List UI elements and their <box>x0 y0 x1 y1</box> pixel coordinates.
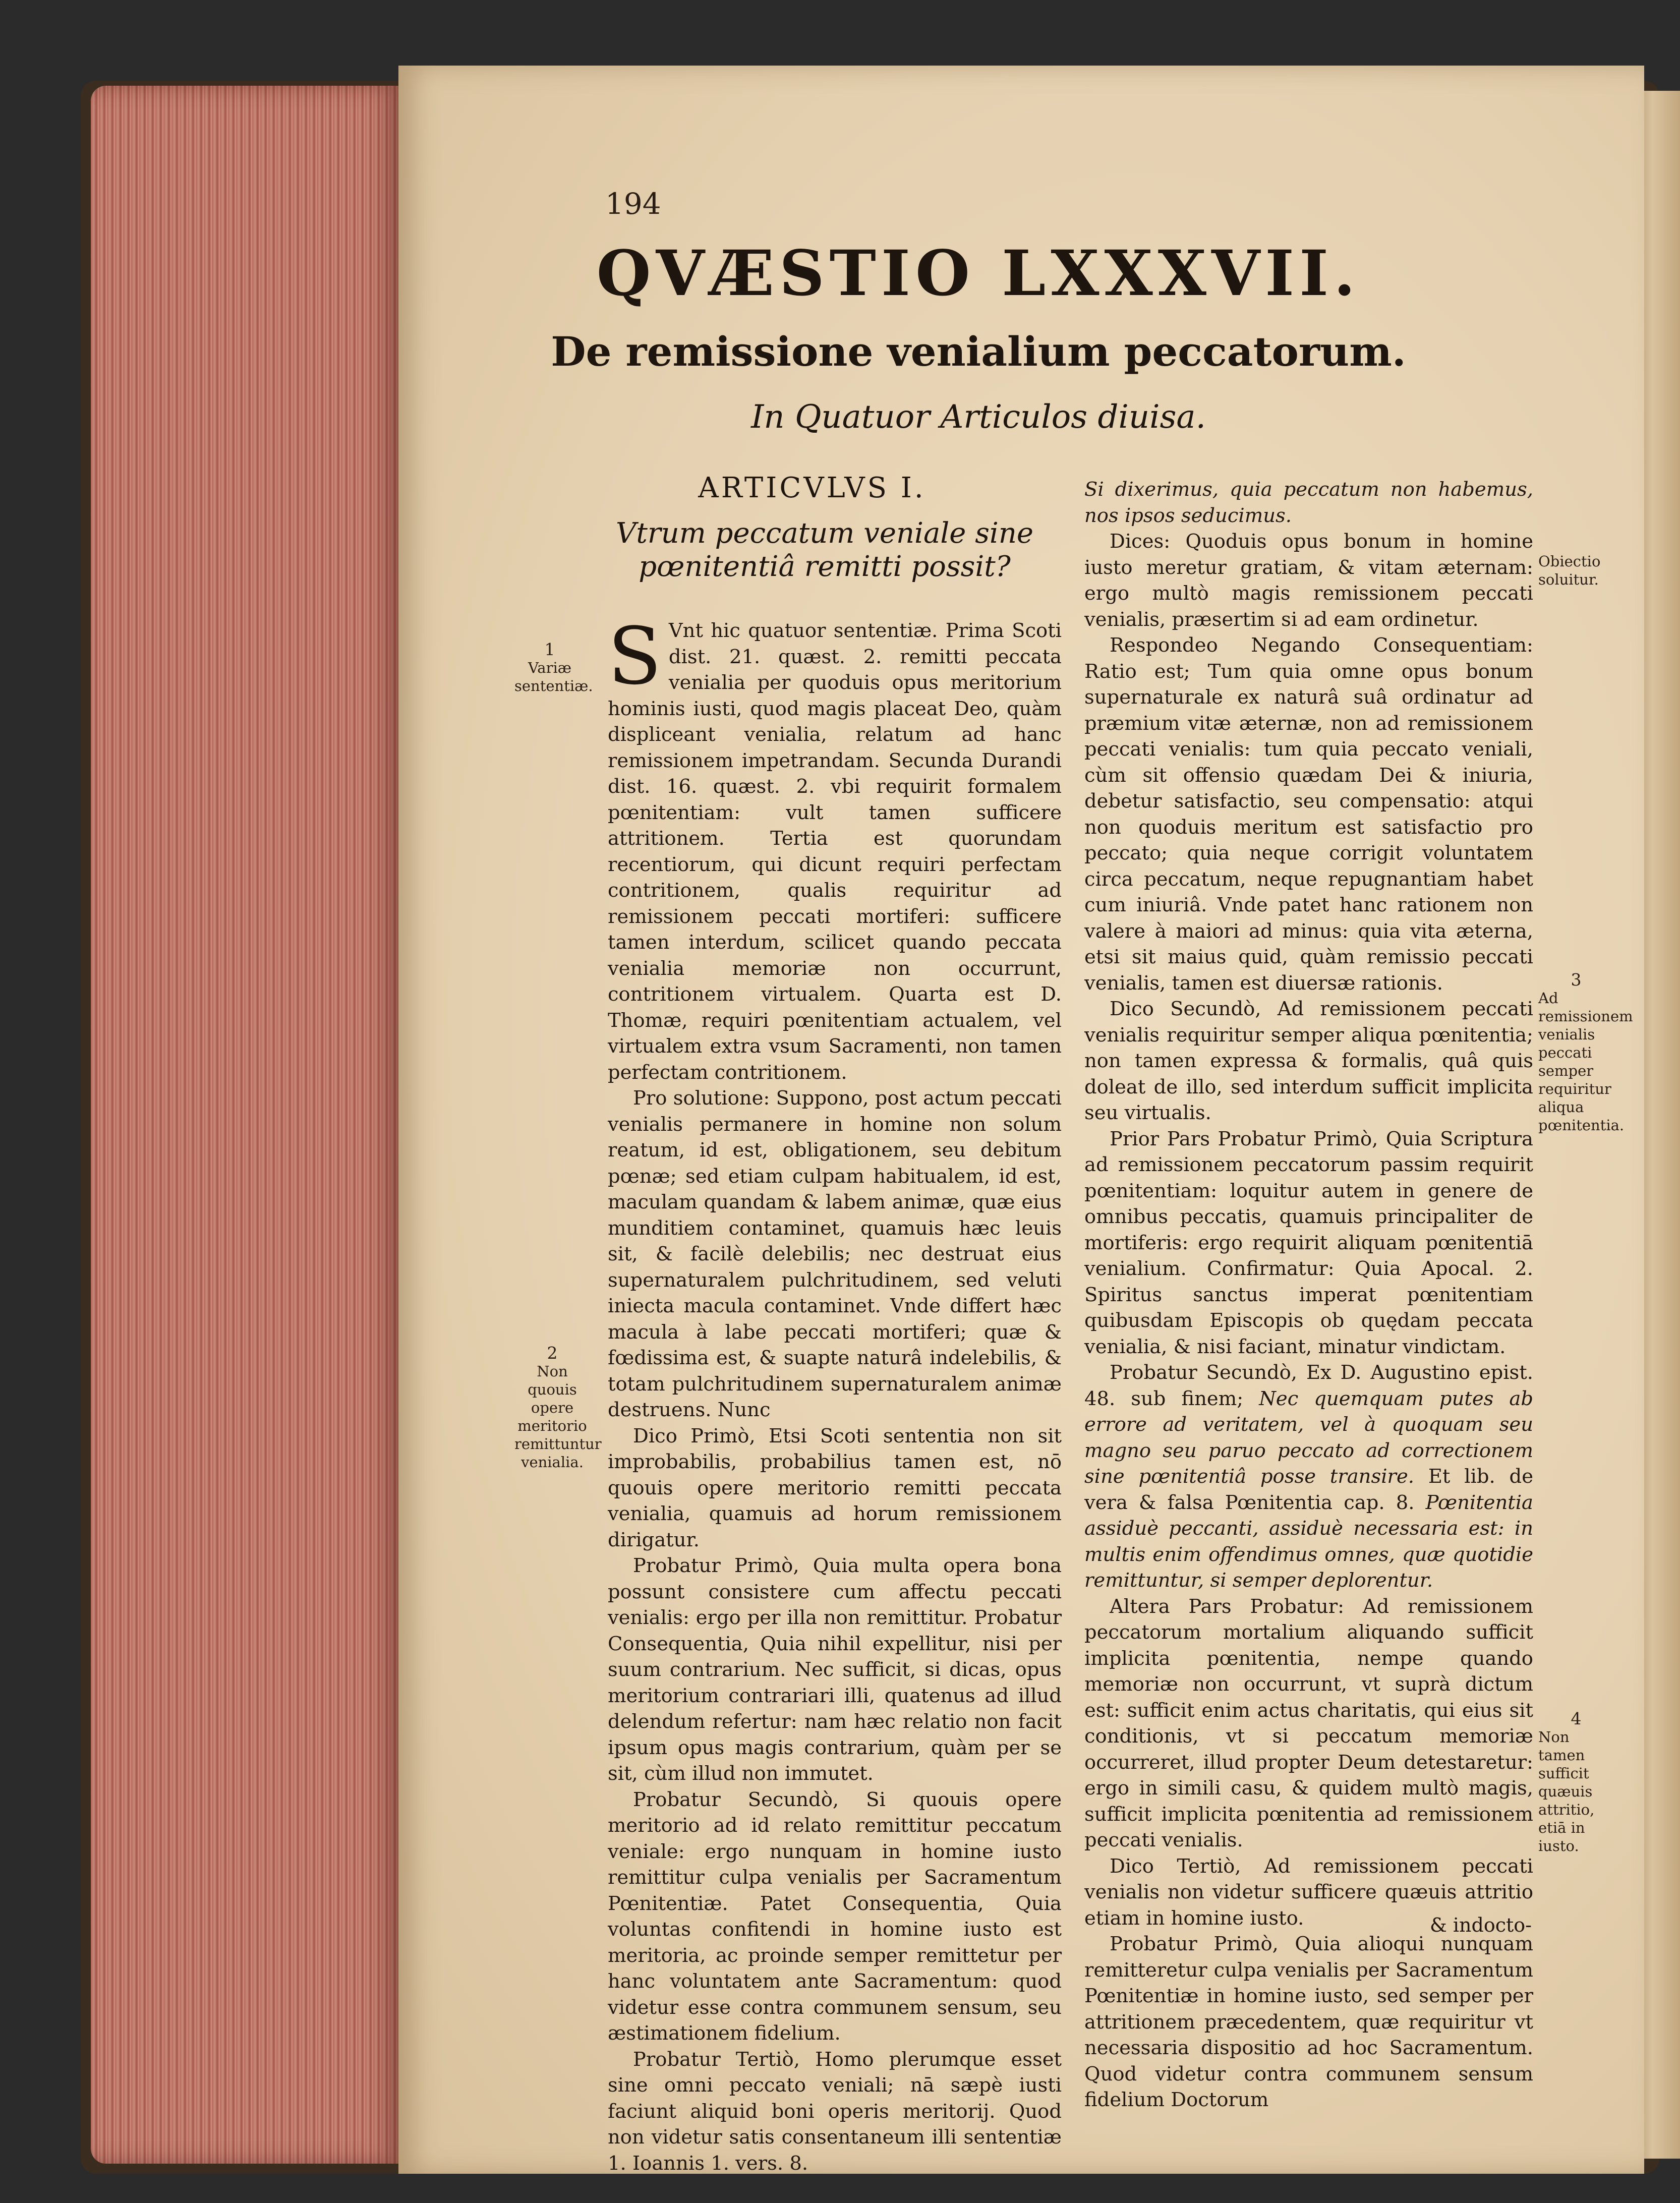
page-number: 194 <box>605 187 661 221</box>
paragraph-text: Vnt hic quatuor sententiæ. Prima Scoti dist. 21. quæst. 2. remitti peccata venialia per quoduis opus meritorium hominis iusti, quod magis placeat Deo, quàm displiceant venialia, relatum ad hanc remissionem impetrandam. Secunda Durandi dist. 16. quæst. 2. vbi requirit formalem pœnitentiam: vult tamen sufficere attritionem. Tertia est quorundam recentiorum, qui dicunt requiri perfectam contritionem, qualis requiritur ad remissionem peccati mortiferi: sufficere tamen interdum, scilicet quando peccata venialia memoriæ non occurrunt, contritionem virtualem. Quarta est D. Thomæ, requiri pœnitentiam actualem, vel virtualem extra vsum Sacramenti, non tamen perfectam contritionem. <box>608 619 1062 1084</box>
article-heading: ARTICVLVS I. <box>698 472 926 504</box>
sub-heading: De remissione venialium peccatorum. <box>551 328 1406 375</box>
margin-note-number: 1 <box>544 640 555 659</box>
paragraph: Pro solutione: Suppono, post actum peccati venialis permanere in homine non solum reatum, id est, obligationem, seu debitum pœnæ; sed etiam culpam habitualem, id est, maculam quandam & labem animæ, quæ eius munditiem contaminet, quamuis hæc leuis sit, & facilè delebilis; nec destruat eius supernaturalem pulchritudinem, sed veluti iniecta macula contaminet. Vnde differt hæc macula à labe peccati mortiferi; quæ & fœdissima est, & suapte naturâ indelebilis, & totam pulchritudinem supernaturalem animæ destruens. Nunc <box>608 1087 1062 1421</box>
margin-note <box>1538 970 1633 1134</box>
augustine-quote: Nec quemquam putes ab errore ad veritatem, vel à quoquam seu magno seu paruo peccato ad correctionem sine pœnitentiâ posse transire. <box>1084 1387 1534 1488</box>
division-line: In Quatuor Articulos diuisa. <box>751 398 1206 436</box>
left-text-column <box>608 610 1062 2176</box>
paragraph: Probatur Secundò, Si quouis opere meritorio ad id relato remittitur peccatum veniale: ergo nunquam in homine iusto remittitur culpa venialis per Sacramentum Pœnitentiæ. Patet Consequentia, Quia voluntas confitendi in homine iusto est meritoria, ac proinde semper remittetur per hanc voluntatem ante Sacramentum: quod videtur esse contra communem sensum, seu æstimationem fidelium. <box>608 1788 1062 2045</box>
paragraph: Dices: Quoduis opus bonum in homine iusto meretur gratiam, & vitam æternam: ergo multò magis remissionem peccati venialis, præsertim si ad eam ordinetur. <box>1084 530 1533 631</box>
paragraph: Prior Pars Probatur Primò, Quia Scriptura ad remissionem peccatorum passim requirit pœnitentiam: loquitur autem in genere de omnibus peccatis, quamuis principaliter de mortiferis: ergo requirit aliquam pœnitentiā venialium. Confirmatur: Quia Apocal. 2. Spiritus sanctus imperat pœnitentiam quibusdam Episcopis ob quędam peccata venialia, & nisi faciant, minatur vindictam. <box>1084 1127 1533 1358</box>
paragraph: Probatur Primò, Quia alioqui nunquam remitteretur culpa venialis per Sacramentum Pœnitentiæ in homine iusto, sed semper per attritionem præcedentem, quæ requiritur vt necessaria dispositio ad hoc Sacramentum. Quod videtur contra communem sensum fidelium Doctorum <box>1084 1933 1533 2111</box>
margin-note <box>1538 552 1609 589</box>
paragraph: Altera Pars Probatur: Ad remissionem peccatorum mortalium aliquando sufficit implicita pœnitentia, nempe quando memoriæ non occurrunt, vt suprà dictum est: sufficit enim actus charitatis, qui eius sit conditionis, vt si peccatum memoriæ occurreret, illud propter Deum detestaretur: ergo in simili casu, & quidem multò magis, sufficit implicita pœnitentia ad remissionem peccati venialis. <box>1084 1595 1533 1851</box>
page-edges <box>91 86 403 2164</box>
margin-note-text: Ad remissionem venialis peccati semper requiritur aliqua pœnitentia. <box>1538 990 1633 1134</box>
paragraph: Dico Secundò, Ad remissionem peccati venialis requiritur semper aliqua pœnitentia; non tamen expressa & formalis, quâ quis doleat de illo, sed interdum sufficit implicita seu virtualis. <box>1084 998 1533 1124</box>
margin-note-text: Obiectio soluitur. <box>1538 553 1601 588</box>
margin-note-text: Variæ sententiæ. <box>514 659 593 694</box>
margin-note-text: Non quouis opere meritorio remittuntur venialia. <box>514 1363 602 1471</box>
margin-note-number: 2 <box>547 1343 558 1363</box>
catchword: & indocto- <box>1430 1914 1532 1936</box>
margin-note <box>1538 1710 1614 1855</box>
paragraph: Dico Primò, Etsi Scoti sententia non sit improbabilis, probabilius tamen est, nō quouis opere meritorio remitti peccata venialia, quamuis ad horum remissionem dirigatur. <box>608 1424 1062 1551</box>
paragraph: Probatur Primò, Quia multa opera bona possunt consistere cum affectu peccati venialis: ergo per illa non remittitur. Probatur Consequentia, Quia nihil expellitur, nisi per suum contrarium. Nec sufficit, si dicas, opus meritorium contrariari illi, quatenus ad illud delendum refertur: nam hæc relatio non facit ipsum opus magis contrarium, quàm per se sit, cùm illud non immutet. <box>608 1554 1062 1785</box>
margin-note <box>514 640 593 695</box>
paragraph-text: Probatur Secundò, Ex D. Augustino epist. 48. sub finem; <box>1084 1361 1533 1410</box>
paragraph: Probatur Tertiò, Homo plerumque esset sine omni peccato veniali; nā sæpè iusti faciunt aliquid boni operis meritorij. Quod non videtur satis consentaneum illi sententiæ 1. Ioannis 1. vers. 8. <box>608 2048 1062 2175</box>
paragraph-text: Et lib. de vera & falsa Pœnitentia cap. 8. <box>1084 1465 1533 1514</box>
paragraph <box>1084 1360 1533 1594</box>
scripture-quote: Si dixerimus, quia peccatum non habemus, nos ipsos seducimus. <box>1084 478 1533 527</box>
margin-note <box>514 1343 602 1471</box>
margin-note-number: 4 <box>1571 1709 1582 1728</box>
paragraph: Dico Tertiò, Ad remissionem peccati venialis non videtur sufficere quæuis attritio etiam in homine iusto. <box>1084 1854 1533 1930</box>
article-question: Vtrum peccatum veniale sine pœnitentiâ remitti possit? <box>615 517 1034 583</box>
paragraph: Respondeo Negando Consequentiam: Ratio est; Tum quia omne opus bonum supernaturale ex naturâ suâ ordinatur ad præmium vitæ æternæ, non ad remissionem peccati venialis: tum quia peccato veniali, cùm sit offensio quædam Dei & iniuria, debetur satisfactio, seu compensatio: atqui non quoduis meritum est satisfactio pro peccato; quia neque corrigit voluntatem circa peccatum, neque repugnantiam habet cum iniuriâ. Vnde patet hanc rationem non valere à maiori ad minus: quia vita æterna, etsi sit maius quid, quàm remissio peccati venialis, tamen est diuersæ rationis. <box>1084 634 1533 995</box>
paragraph <box>608 610 1062 1085</box>
margin-note-text: Non tamen sufficit quæuis attritio, etiā in iusto. <box>1538 1728 1595 1854</box>
right-text-column <box>1084 477 1533 2113</box>
margin-note-number: 3 <box>1571 970 1582 990</box>
drop-cap: S <box>608 610 662 702</box>
main-heading: QVÆSTIO LXXXVII. <box>596 237 1361 310</box>
augustine-quote: Pœnitentia assiduè peccanti, assiduè necessaria est: in multis enim offendimus omnes, quæ quotidie remittuntur, si semper deplorentur. <box>1084 1491 1533 1592</box>
